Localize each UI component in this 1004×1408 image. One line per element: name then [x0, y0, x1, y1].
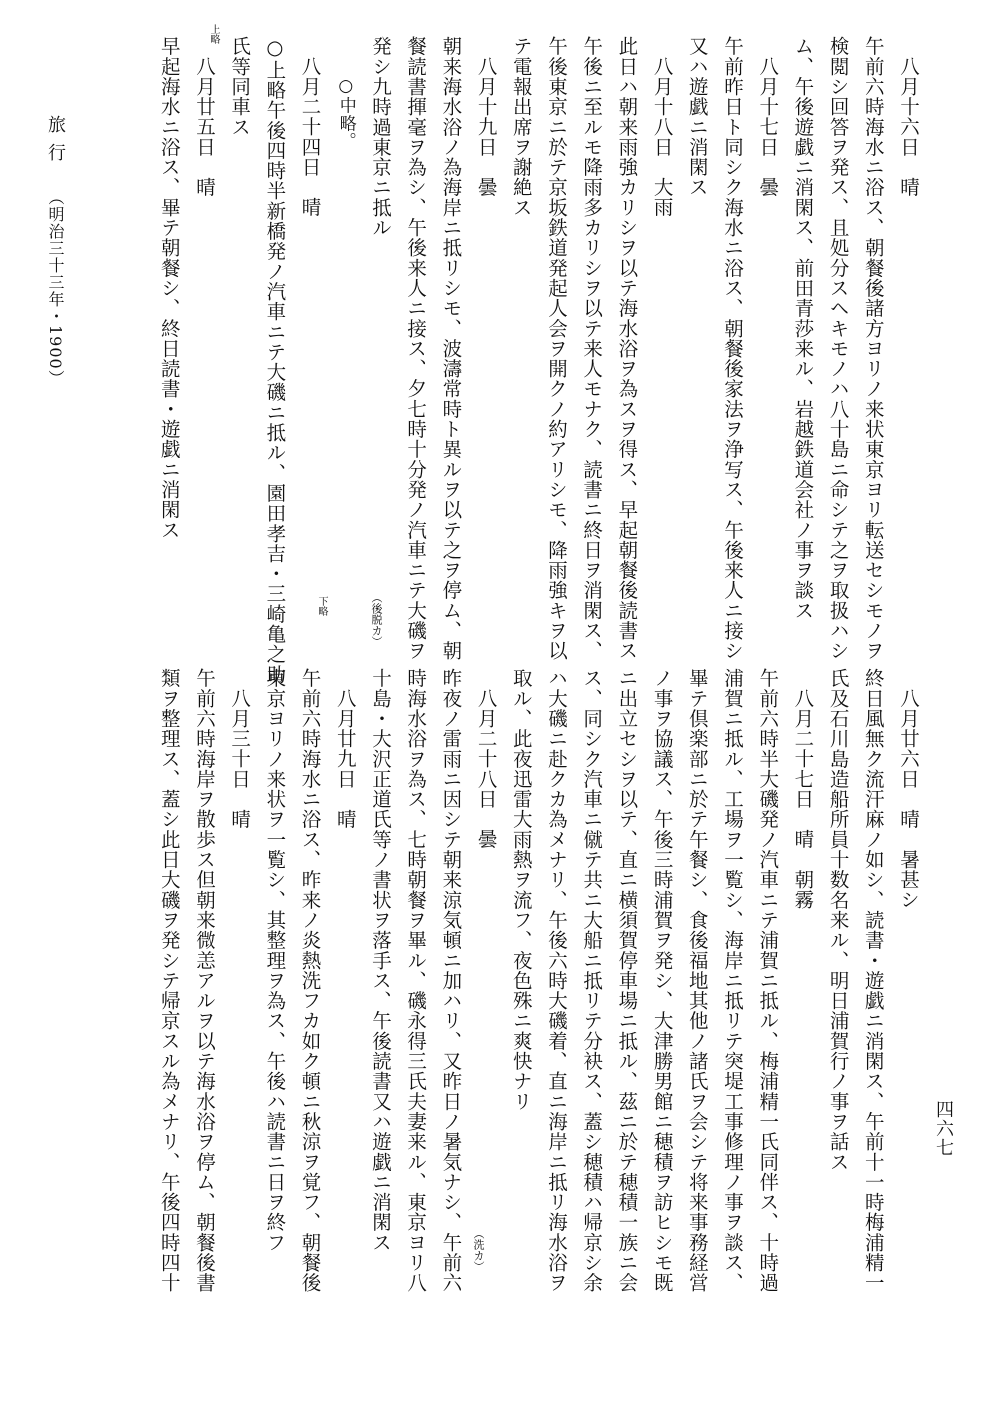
diary-text-column: 類ヲ整理ス、蓋シ此日大磯ヲ発シテ帰京スル為メナリ、午後四時四十: [157, 668, 181, 1293]
diary-text-column: 午前六時海水ニ浴ス、昨来ノ炎熱洗フカ如ク頓ニ秋涼ヲ覚フ、朝餐後: [298, 668, 322, 1293]
diary-text-column: 又ハ遊戯ニ消閑ス: [685, 36, 709, 198]
diary-text-column: 此日ハ朝来雨強カリシヲ以テ海水浴ヲ為スヲ得ス、早起朝餐後読書ス: [615, 36, 639, 661]
diary-text-column: ○上略午後四時半新橋発ノ汽車ニテ大磯ニ抵ル、園田孝吉・三崎亀之助: [263, 36, 287, 685]
diary-text-column: ニ出立セシヲ以テ、直ニ横須賀停車場ニ抵ル、茲ニ於テ穂積一族ニ会: [615, 668, 639, 1293]
diary-date-heading: 八月十六日 晴: [897, 55, 920, 197]
diary-text-column: 午前昨日ト同シク海水ニ浴ス、朝餐後家法ヲ浄写ス、午後来人ニ接シ: [720, 36, 744, 661]
diary-text-column: ハ大磯ニ赴クカ為メナリ、午後六時大磯着、直ニ海岸ニ抵リ海水浴ヲ: [544, 668, 568, 1293]
diary-text-column: 朝来海水浴ノ為海岸ニ抵リシモ、波濤常時ト異ルヲ以テ之ヲ停ム、朝: [439, 36, 463, 661]
diary-text-column: 午前六時海岸ヲ散歩ス但朝来微恙アルヲ以テ海水浴ヲ停ム、朝餐後書: [192, 668, 216, 1293]
editorial-annotation-3: 上略: [208, 24, 219, 44]
diary-text-column: 畢テ倶楽部ニ於テ午餐シ、食後福地其他ノ諸氏ヲ会シテ将来事務経営: [685, 668, 709, 1293]
diary-text-column: 取ル、此夜迅雷大雨熱ヲ流フ、夜色殊ニ爽快ナリ: [509, 668, 533, 1112]
diary-text-column: 昨夜ノ雷雨ニ因シテ朝来涼気頓ニ加ハリ、又昨日ノ暑気ナシ、午前六: [439, 668, 463, 1293]
diary-text-column: 検閲シ回答ヲ発ス、且処分スヘキモノハ八十島ニ命シテ之ヲ取扱ハシ: [826, 36, 850, 661]
diary-text-column: テ電報出席ヲ謝絶ス: [509, 36, 533, 218]
diary-text-column: ノ事ヲ協議ス、午後三時浦賀ヲ発シ、大津勝男館ニ穂積ヲ訪ヒシモ既: [650, 668, 674, 1293]
bottom-text-block: [80, 668, 926, 1293]
top-text-block: [80, 36, 926, 685]
editorial-annotation-1: （後脱カ）: [370, 592, 383, 647]
diary-text-column: 終日風無ク流汗麻ノ如シ、読書・遊戯ニ消閑ス、午前十一時梅浦精一: [861, 668, 885, 1293]
diary-date-heading: 八月二十四日 晴: [298, 55, 322, 217]
diary-text-column: ス、同シク汽車ニ僦テ共ニ大船ニ抵リテ分袂ス、蓋シ穂積ハ帰京シ余: [580, 668, 604, 1293]
diary-text-column: 十島・大沢正道氏等ノ書状ヲ落手ス、午後読書又ハ遊戯ニ消閑ス: [368, 668, 392, 1253]
diary-date-heading: 八月二十七日 晴 朝霧: [791, 687, 815, 910]
diary-text-column: 浦賀ニ抵ル、工場ヲ一覧シ、海岸ニ抵リテ突堤工事修理ノ事ヲ談ス、: [720, 668, 744, 1293]
page-number: 四六七: [933, 1100, 954, 1157]
diary-text-column: ム、午後遊戯ニ消閑ス、前田青莎来ル、岩越鉄道会社ノ事ヲ談ス: [791, 36, 815, 621]
diary-text-column: 発シ九時過東京ニ抵ル: [368, 36, 392, 238]
editorial-annotation-4: （洗カ）: [472, 1228, 485, 1272]
diary-date-heading: 八月十九日 曇: [474, 55, 498, 197]
omission-note: ○中略。: [335, 76, 356, 150]
diary-text-column: 午後東京ニ於テ京坂鉄道発起人会ヲ開クノ約アリシモ、降雨強キヲ以: [544, 36, 568, 661]
diary-date-heading: 八月十七日 曇: [756, 55, 780, 197]
diary-date-heading: 八月廿九日 晴: [333, 687, 357, 829]
diary-date-heading: 八月十八日 大雨: [650, 55, 674, 217]
running-head-era: （明治三十三年・1900）: [46, 189, 65, 387]
running-head: [42, 115, 68, 387]
diary-text-column: 午後ニ至ルモ降雨多カリシヲ以テ来人モナク、読書ニ終日ヲ消閑ス、: [580, 36, 604, 661]
diary-text-column: 東京ヨリノ来状ヲ一覧シ、其整理ヲ為ス、午後ハ読書ニ日ヲ終フ: [263, 668, 287, 1253]
diary-date-heading: 八月廿五日 晴: [192, 55, 216, 197]
editorial-annotation-2: 下略: [316, 596, 327, 616]
diary-text-column: 餐読書揮毫ヲ為シ、午後来人ニ接ス、夕七時十分発ノ汽車ニテ大磯ヲ: [404, 36, 428, 661]
diary-text-column: 氏及石川島造船所員十数名来ル、明日浦賀行ノ事ヲ話ス: [826, 668, 850, 1172]
diary-date-heading: 八月三十日 晴: [228, 687, 252, 829]
diary-date-heading: 八月廿六日 晴 暑甚シ: [897, 687, 920, 910]
diary-text-column: 早起海水ニ浴ス、畢テ朝餐シ、終日読書・遊戯ニ消閑ス: [157, 36, 181, 540]
diary-text-column: 時海水浴ヲ為ス、七時朝餐ヲ畢ル、磯永得三氏夫妻来ル、東京ヨリ八: [404, 668, 428, 1293]
diary-date-heading: 八月二十八日 曇: [474, 687, 498, 849]
running-head-section: 旅行: [45, 115, 66, 171]
diary-text-column: 午前六時海水ニ浴ス、朝餐後諸方ヨリノ来状東京ヨリ転送セシモノヲ: [861, 36, 885, 661]
diary-text-column: 午前六時半大磯発ノ汽車ニテ浦賀ニ抵ル、梅浦精一氏同伴ス、十時過: [756, 668, 780, 1293]
diary-text-column: 氏等同車ス: [228, 36, 252, 137]
